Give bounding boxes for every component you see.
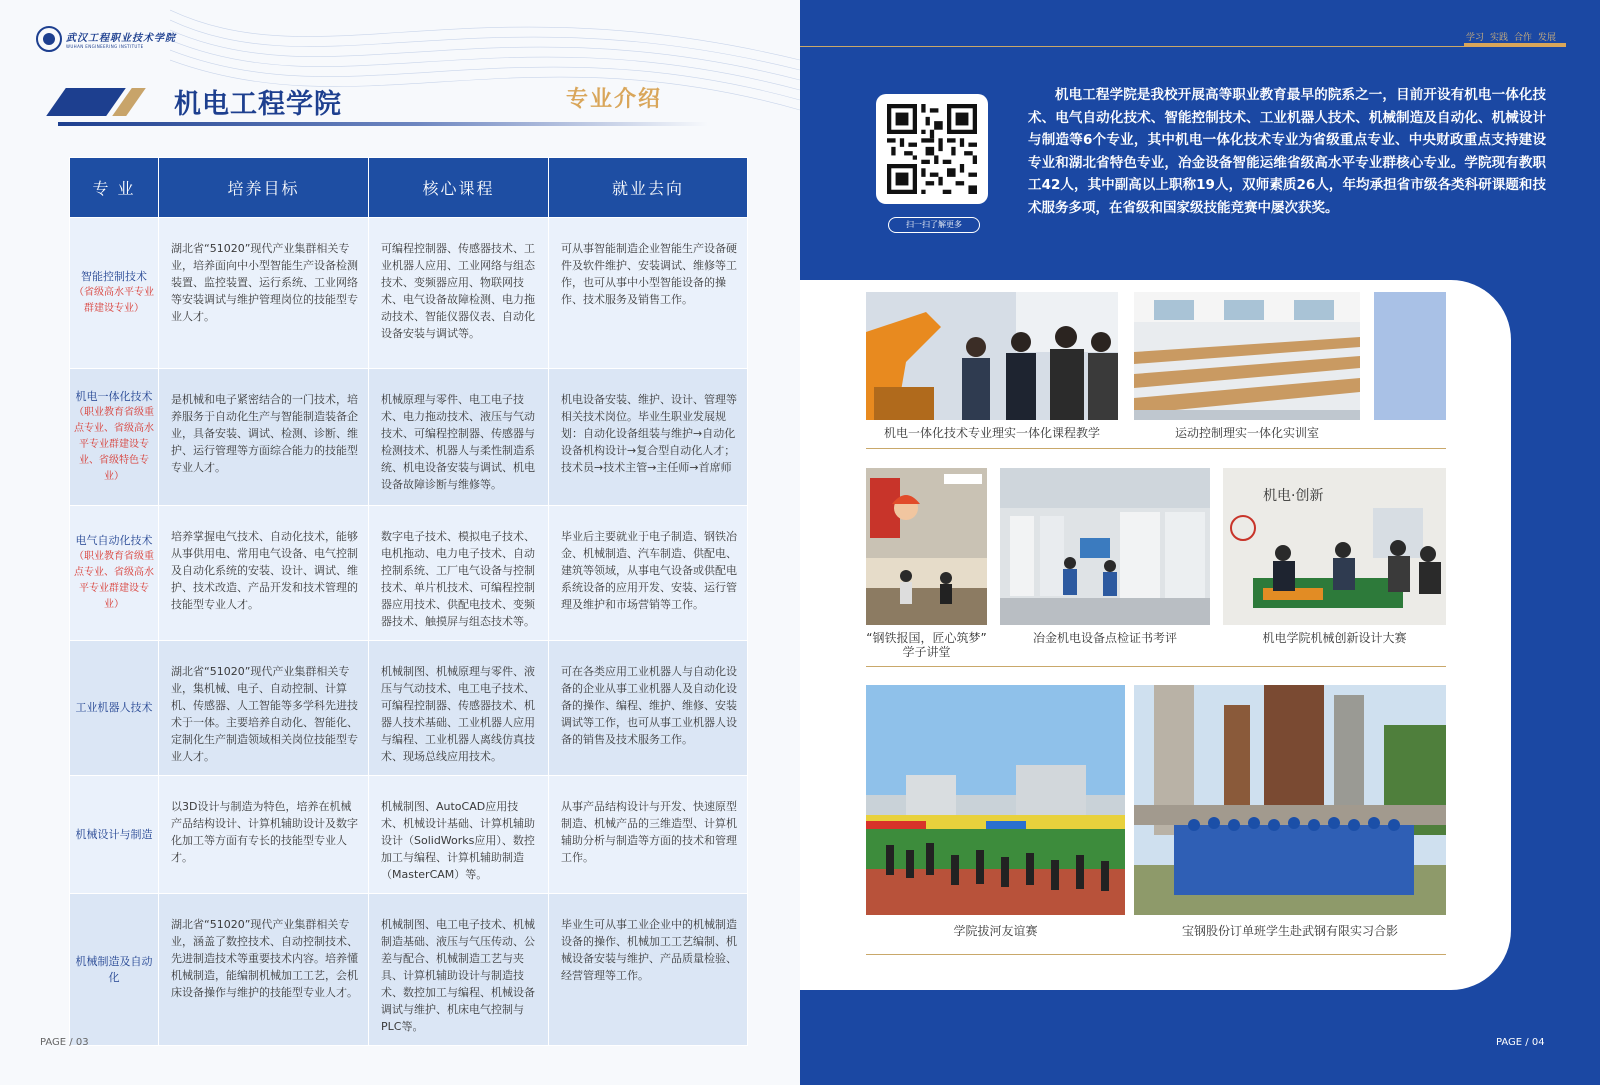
table-header-row: [70, 158, 748, 218]
courses-cell: 可编程控制器、传感器技术、工业机器人应用、工业网络与组态技术、变频器应用、物联网技术、电气设备故障检测、电力拖动技术、智能仪器仪表、自动化设备安装与调试等。: [369, 218, 549, 369]
goal-cell: 湖北省“51020”现代产业集群相关专业，涵盖了数控技术、自动控制技术、先进制造技术等重要技术内容。培养懂机械制造，能编制机械加工工艺，会机床设备操作与维护的技能型专业人才。: [159, 894, 369, 1046]
photo-innovation-contest: [1223, 468, 1446, 625]
photo-panel: [800, 280, 1511, 990]
page-number-left: PAGE / 03: [40, 1037, 89, 1048]
jobs-cell: 从事产品结构设计与开发、快速原型制造、机械产品的三维造型、计算机辅助分析与制造等方面的技术和管理工作。: [549, 776, 748, 894]
jobs-cell: 可在各类应用工业机器人与自动化设备的企业从事工业机器人及自动化设备的操作、编程、维护、维修、安装调试等工作，也可从事工业机器人设备的销售及技术服务工作。: [549, 641, 748, 776]
goal-cell: 培养掌握电气技术、自动化技术，能够从事供用电、常用电气设备、电气控制及自动化系统的安装、设计、调试、维护、技术改造、产品开发和技术管理的技能型专业人才。: [159, 506, 369, 641]
major-name: 机械制造及自动化: [75, 954, 153, 984]
majors-table: [69, 157, 748, 1046]
major-note: （职业教育省级重点专业、省级高水平专业群建设专业、省级特色专业）: [74, 407, 154, 482]
table-row: [70, 506, 748, 641]
logo-chinese-name: 武汉工程职业技术学院: [66, 33, 176, 44]
header-major: 专 业: [70, 158, 159, 218]
jobs-cell: 可从事智能制造企业智能生产设备硬件及软件维护、安装调试、维修等工作，也可从事中小型智能设备的操作、技术服务及销售工作。: [549, 218, 748, 369]
courses-cell: 机械制图、机械原理与零件、液压与气动技术、电工电子技术、可编程控制器、传感器技术、机器人技术基础、工业机器人应用与编程、工业机器人离线仿真技术、现场总线应用技术。: [369, 641, 549, 776]
jobs-cell: 毕业后主要就业于电子制造、钢铁冶金、机械制造、汽车制造、供配电、建筑等领域，从事电气设备或供配电系统设备的应用开发、安装、运行管理及维护和市场营销等工作。: [549, 506, 748, 641]
photo-placeholder-block: [1374, 292, 1446, 420]
photo-training-room: [1134, 292, 1360, 420]
college-logo: [36, 26, 176, 52]
jobs-cell: 机电设备安装、维护、设计、管理等相关技术岗位。毕业生职业发展规划：自动化设备组装与维护→自动化设备机构设计→复合型自动化人才；技术员→技术主管→主任师→首席师: [549, 369, 748, 506]
header-jobs: 就业去向: [549, 158, 748, 218]
top-divider: [800, 46, 1566, 47]
goal-cell: 以3D设计与制造为特色，培养在机械产品结构设计、计算机辅助设计及数字化加工等方面有专长的技能型专业人才。: [159, 776, 369, 894]
scan-more-button[interactable]: 扫一扫了解更多: [888, 217, 980, 233]
photo-certificate-exam: [1000, 468, 1210, 625]
caption-innovation-contest: 机电学院机械创新设计大赛: [1262, 631, 1407, 645]
courses-cell: 机械制图、AutoCAD应用技术、机械设计基础、计算机辅助设计（SolidWorks应用）、数控加工与编程、计算机辅助制造（MasterCAM）等。: [369, 776, 549, 894]
photo-student-lecture: [866, 468, 987, 625]
major-name: 机械设计与制造: [75, 827, 153, 841]
major-name: 智能控制技术: [81, 270, 147, 283]
divider: [866, 448, 1446, 449]
courses-cell: 机械制图、电工电子技术、机械制造基础、液压与气压传动、公差与配合、机械制造工艺与夹具、计算机辅助设计与制造技术、数控加工与编程、机械设备调试与维护、机床电气控制与PLC等。: [369, 894, 549, 1046]
logo-english-name: WUHAN ENGINEERING INSTITUTE: [66, 44, 144, 49]
tag-cooperation: 合作: [1514, 33, 1533, 43]
top-tags: [1466, 30, 1556, 43]
table-row: [70, 369, 748, 506]
tag-development: 发展: [1538, 33, 1557, 43]
section-label: 专业介绍: [566, 87, 663, 112]
courses-cell: 数字电子技术、模拟电子技术、电机拖动、电力电子技术、自动控制系统、工厂电气设备与控制技术、单片机技术、可编程控制器应用技术、供配电技术、变频器技术、触摸屏与组态技术等。: [369, 506, 549, 641]
photo-tug-of-war: [866, 685, 1125, 915]
goal-cell: 湖北省“51020”现代产业集群相关专业，培养面向中小型智能生产设备检测装置、监控装置、运行系统、工业网络等安装调试与维护管理岗位的技能型专业人才。: [159, 218, 369, 369]
table-row: [70, 218, 748, 369]
major-name: 电气自动化技术: [75, 534, 153, 547]
table-row: [70, 894, 748, 1046]
page-number-right: PAGE / 04: [1496, 1037, 1545, 1048]
header-courses: 核心课程: [369, 158, 549, 218]
caption-internship-group: 宝钢股份订单班学生赴武钢有限实习合影: [1181, 924, 1398, 938]
right-page: [800, 0, 1600, 1085]
page-title: 机电工程学院: [174, 89, 342, 120]
svg-text:机电·创新: 机电·创新: [1263, 488, 1324, 504]
caption-student-lecture: “钢铁报国，匠心筑梦” 学子讲堂: [866, 631, 987, 659]
caption-tug-of-war: 学院拔河友谊赛: [953, 924, 1038, 938]
major-note: （省级高水平专业群建设专业）: [74, 287, 154, 314]
divider: [866, 666, 1446, 667]
caption-certificate-exam: 冶金机电设备点检证书考评: [1032, 631, 1177, 645]
major-name: 机电一体化技术: [75, 390, 153, 403]
caption-training-room: 运动控制理实一体化实训室: [1174, 426, 1319, 440]
jobs-cell: 毕业生可从事工业企业中的机械制造设备的操作、机械加工工艺编制、机械设备安装与维护、产品质量检验、经营管理等工作。: [549, 894, 748, 1046]
goal-cell: 是机械和电子紧密结合的一门技术，培养服务于自动化生产与智能制造装备企业，具备安装、调试、检测、诊断、维护、运行管理等方面综合能力的技能型专业人才。: [159, 369, 369, 506]
qr-code-icon: [887, 104, 977, 194]
college-intro: 机电工程学院是我校开展高等职业教育最早的院系之一，目前开设有机电一体化技术、电气自动化技术、智能控制技术、工业机器人技术、机械制造及自动化、机械设计与制造等6个专业，其中机电一体化技术专业为省级重点专业、中央财政重点支持建设专业和湖北省特色专业，冶金设备智能运维省级高水平专业群核心专业。学院现有教职工42人，其中副高以上职称19人，双师素质26人，年均承担省市级各类科研课题和技术服务多项，在省级和国家级技能竞赛中屡次获奖。: [1028, 87, 1546, 216]
tag-practice: 实践: [1490, 33, 1509, 43]
qr-code[interactable]: [876, 94, 988, 204]
courses-cell: 机械原理与零件、电工电子技术、电力拖动技术、液压与气动技术、可编程控制器、传感器与检测技术、机器人与柔性制造系统、机电设备安装与调试、机电设备故障诊断与维修等。: [369, 369, 549, 506]
divider: [866, 954, 1446, 955]
tag-study: 学习: [1466, 33, 1485, 43]
goal-cell: 湖北省“51020”现代产业集群相关专业，集机械、电子、自动控制、计算机、传感器、人工智能等多学科先进技术于一体。主要培养自动化、智能化、定制化生产制造领域相关岗位技能型专业人才。: [159, 641, 369, 776]
college-emblem-icon: [36, 26, 62, 52]
photo-internship-group: [1134, 685, 1446, 915]
major-note: （职业教育省级重点专业、省级高水平专业群建设专业）: [74, 551, 154, 610]
table-row: [70, 776, 748, 894]
header-goal: 培养目标: [159, 158, 369, 218]
top-tag-bar: [1464, 43, 1566, 47]
table-row: [70, 641, 748, 776]
major-name: 工业机器人技术: [75, 701, 153, 714]
caption-classroom-teaching: 机电一体化技术专业理实一体化课程教学: [883, 426, 1100, 440]
photo-classroom-teaching: [866, 292, 1118, 420]
